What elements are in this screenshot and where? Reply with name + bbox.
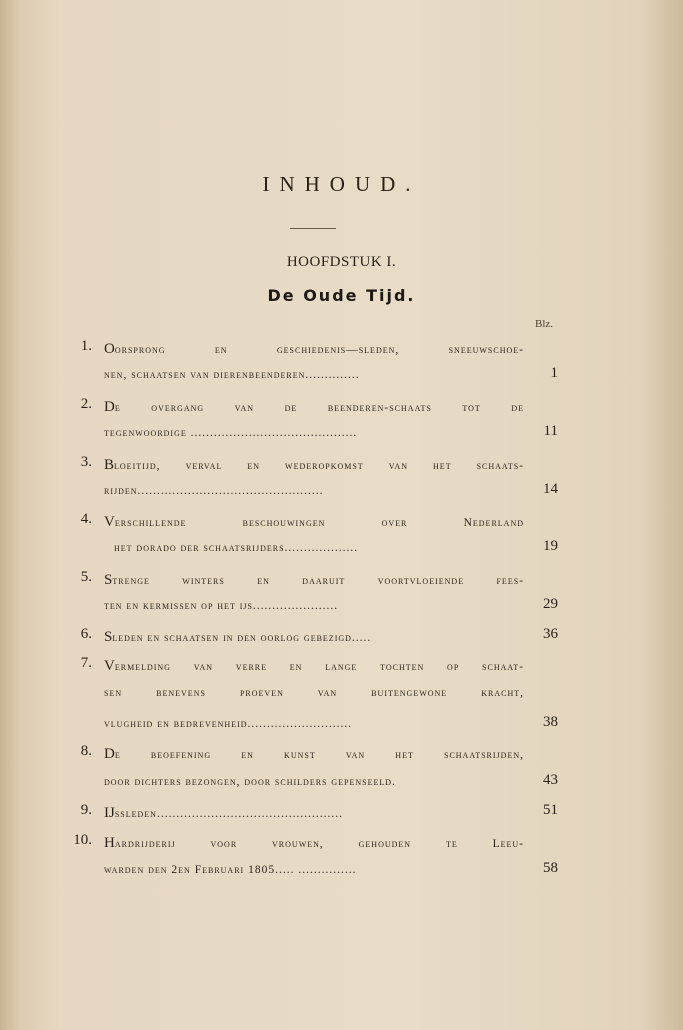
entry-line: De beoefening en kunst van het schaatsrijden, <box>104 746 524 762</box>
entry-page: 11 <box>543 423 558 439</box>
entry-number: 3. <box>80 454 92 470</box>
entry-number: 8. <box>80 743 92 759</box>
entry-line: door dichters bezongen, door schilders gepenseeld. <box>104 776 396 788</box>
entry-line: het dorado der schaatsrijders................... <box>114 542 359 554</box>
entry-line: ten en kermissen op het ijs...................... <box>104 600 339 612</box>
entry-number: 10. <box>73 832 92 848</box>
entry-number: 6. <box>80 626 92 642</box>
entry-page: 43 <box>543 772 558 788</box>
entry-line: vlugheid en bedrevenheid........................... <box>104 718 353 730</box>
entry-line: rijden................................................ <box>104 485 324 497</box>
page-title: INHOUD. <box>262 172 421 196</box>
entry-line: Hardrijderij voor vrouwen, gehouden te Leeu- <box>104 835 524 851</box>
chapter-subtitle: De Oude Tijd. <box>267 286 416 305</box>
entry-line: Verschillende beschouwingen over Nederland <box>104 514 524 530</box>
entry-line: sen benevens proeven van buitengewone kracht, <box>104 687 524 699</box>
entry-page: 58 <box>543 860 558 876</box>
entry-line: warden den 2en Februari 1805..... ............... <box>104 864 357 876</box>
entry-page: 19 <box>543 538 558 554</box>
entry-number: 7. <box>80 655 92 671</box>
entry-page: 51 <box>543 802 558 818</box>
entry-page: 36 <box>543 626 558 642</box>
entry-page: 29 <box>543 596 558 612</box>
entry-number: 1. <box>80 338 92 354</box>
entry-number: 4. <box>80 511 92 527</box>
entry-line: Bloeitijd, verval en wederopkomst van het schaats- <box>104 457 524 473</box>
entry-line: IJssleden................................................ <box>104 805 343 821</box>
page-column-label: Blz. <box>535 318 554 330</box>
entry-number: 2. <box>80 396 92 412</box>
entry-line: De overgang van de beenderen-schaats tot de <box>104 399 524 415</box>
entry-line: Sleden en schaatsen in den oorlog gebezigd..... <box>104 629 372 645</box>
entry-line: Strenge winters en daaruit voortvloeiende fees- <box>104 572 524 588</box>
entry-line: Oorsprong en geschiedenis—sleden, sneeuwschoe- <box>104 341 524 357</box>
title-divider <box>290 228 336 229</box>
entry-page: 38 <box>543 714 558 730</box>
entry-number: 5. <box>80 569 92 585</box>
entry-line: nen, schaatsen van dierenbeenderen.............. <box>104 369 360 381</box>
entry-line: Vermelding van verre en lange tochten op schaat- <box>104 658 524 674</box>
chapter-heading: HOOFDSTUK I. <box>286 254 397 270</box>
bleed-through-marks <box>250 82 380 104</box>
entry-page: 1 <box>550 365 558 381</box>
entry-number: 9. <box>80 802 92 818</box>
entry-page: 14 <box>543 481 558 497</box>
entry-line: tegenwoordige ........................................... <box>104 427 358 439</box>
